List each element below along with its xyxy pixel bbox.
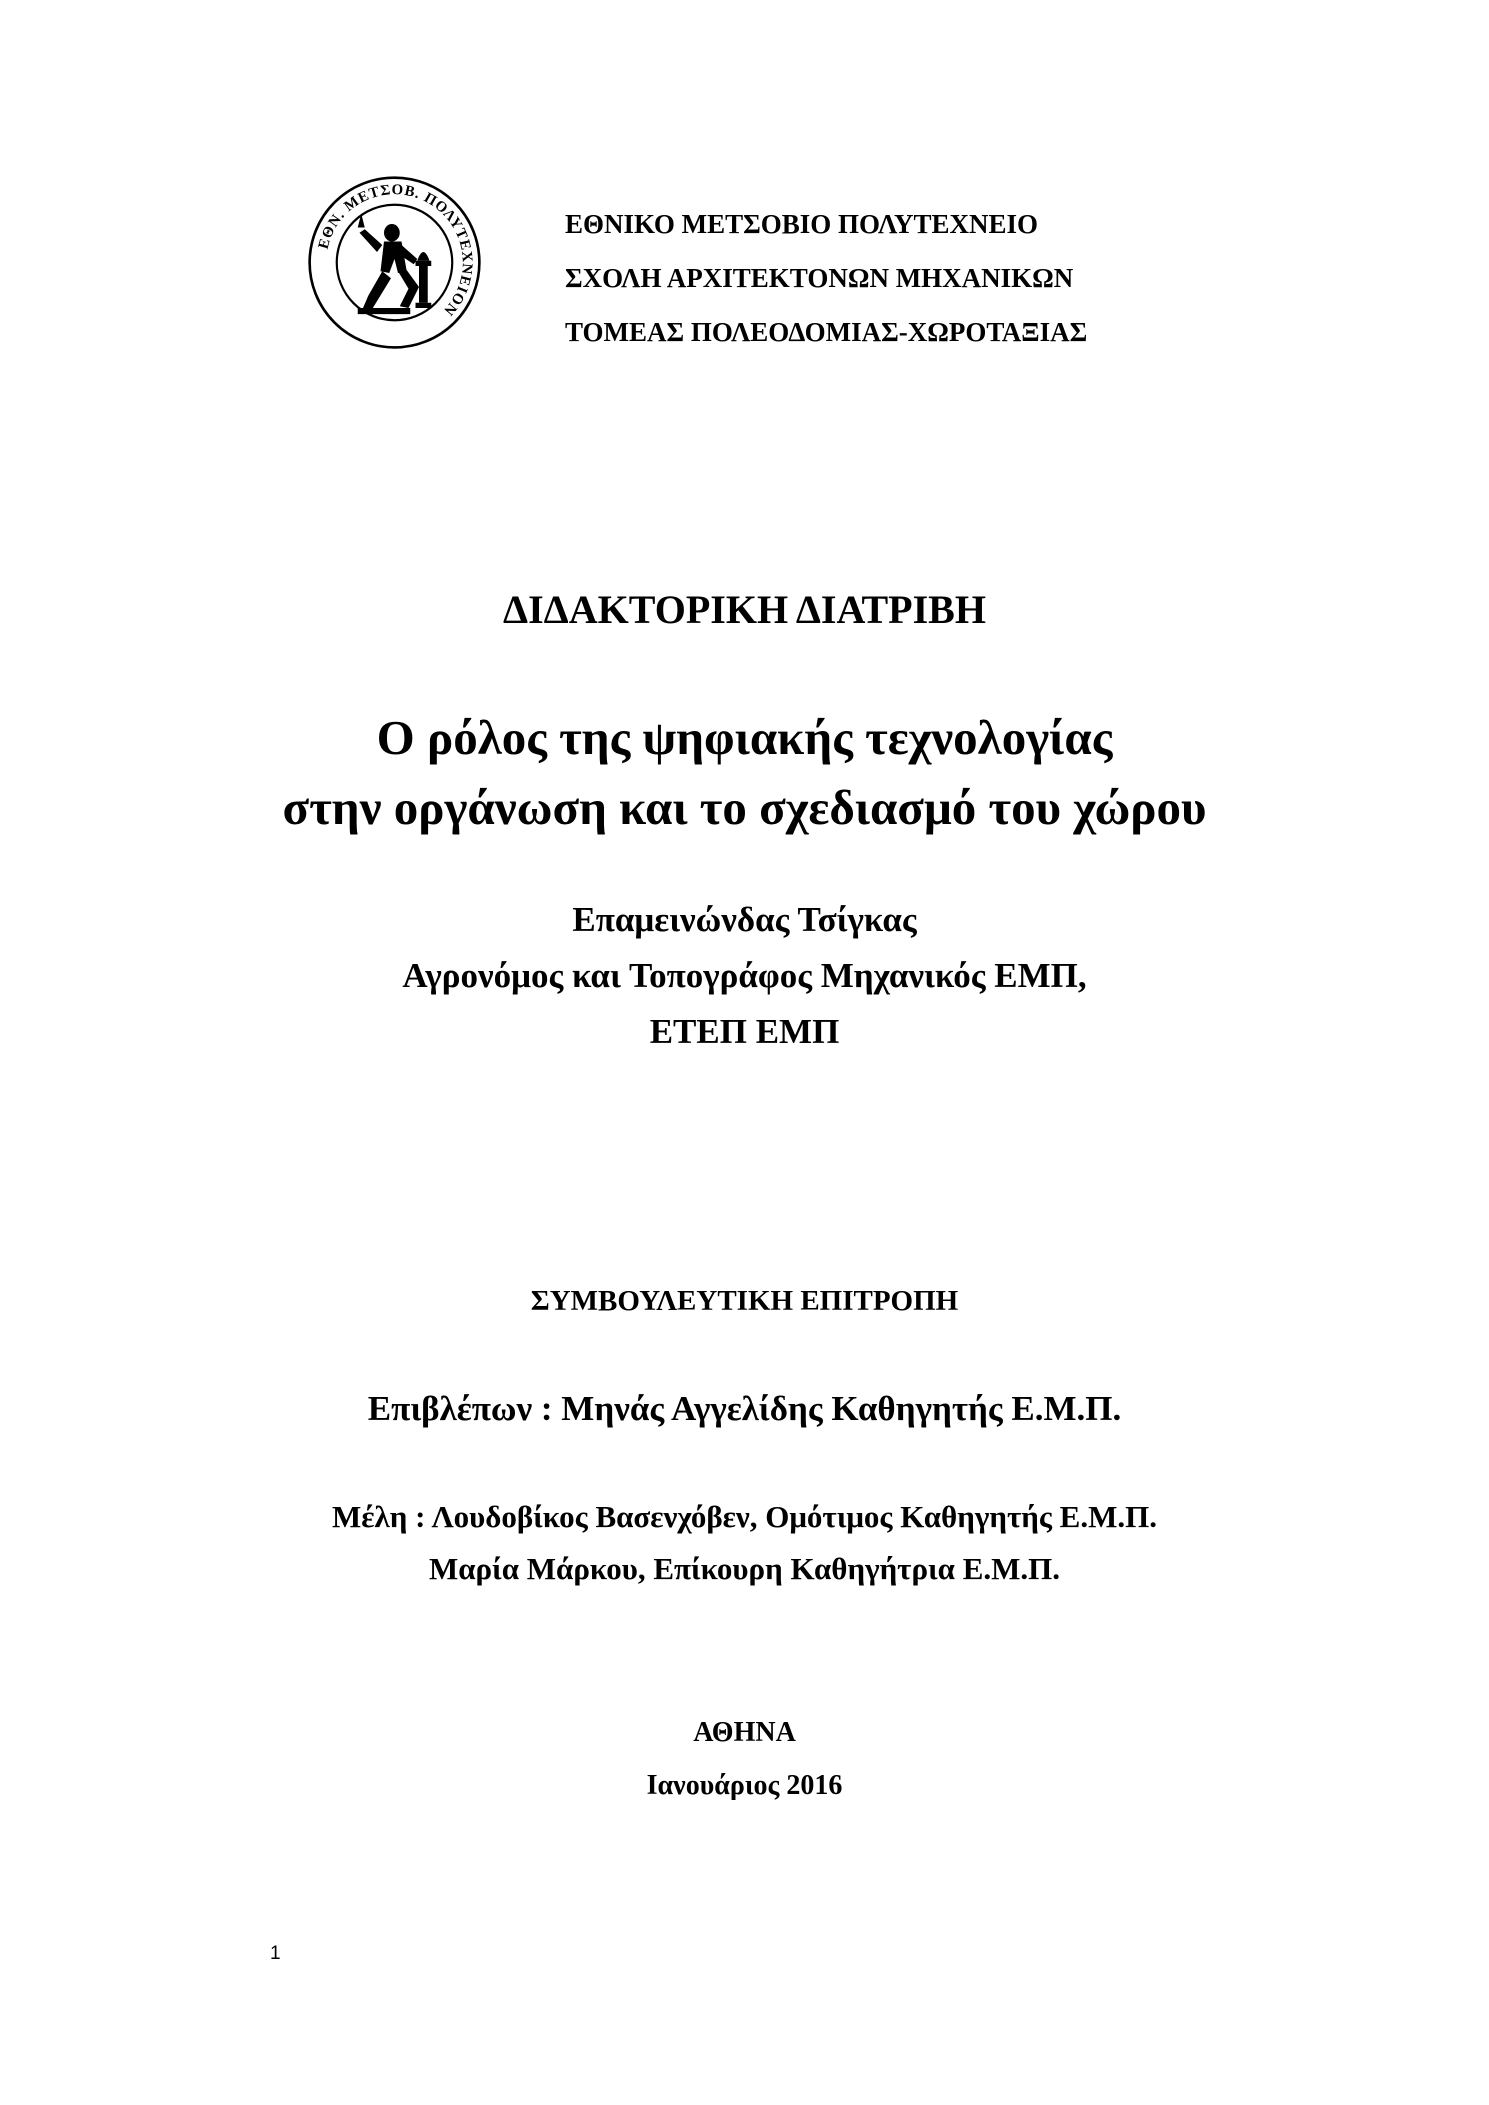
seal-ring-text: ΕΘΝ. ΜΕΤΣΟΒ. ΠΟΛΥΤΕΧΝΕΙΟΝ	[315, 182, 475, 319]
committee-heading: ΣΥΜΒΟΥΛΕΥΤΙΚΗ ΕΠΙΤΡΟΠΗ	[530, 1285, 959, 1317]
author-name: Επαμεινώνδας Τσίγκας	[572, 900, 917, 939]
institution-lines	[565, 211, 1087, 373]
publication-date: Ιανουάριος 2016	[646, 1770, 843, 1801]
committee-members-line-2: Μαρία Μάρκου, Επίκουρη Καθηγήτρια Ε.Μ.Π.	[428, 1551, 1061, 1586]
page-number: 1	[270, 1943, 281, 1964]
city: ΑΘΗΝΑ	[693, 1717, 796, 1748]
thesis-title-line-2: στην οργάνωση και το σχεδιασμό του χώρου	[282, 780, 1207, 835]
ntua-seal-icon	[307, 175, 482, 350]
committee-members-line-1: Μέλη : Λουδοβίκος Βασενχόβεν, Ομότιμος Καθηγητής Ε.Μ.Π.	[332, 1499, 1157, 1534]
author-credential-line-2: ΕΤΕΠ ΕΜΠ	[649, 1012, 840, 1051]
document-type: ΔΙΔΑΚΤΟΡΙΚΗ ΔΙΑΤΡΙΒΗ	[503, 587, 986, 632]
institution-name: ΕΘΝΙΚΟ ΜΕΤΣΟΒΙΟ ΠΟΛΥΤΕΧΝΕΙΟ	[565, 209, 1038, 239]
author-credential-line-1: Αγρονόμος και Τοπογράφος Μηχανικός ΕΜΠ,	[402, 956, 1087, 995]
school-name: ΣΧΟΛΗ ΑΡΧΙΤΕΚΤΟΝΩΝ ΜΗΧΑΝΙΚΩΝ	[565, 263, 1074, 293]
committee-supervisor: Επιβλέπων : Μηνάς Αγγελίδης Καθηγητής Ε.Μ.Π.	[367, 1389, 1122, 1428]
thesis-title-line-1: Ο ρόλος της ψηφιακής τεχνολογίας	[376, 710, 1113, 765]
department-name: ΤΟΜΕΑΣ ΠΟΛΕΟΔΟΜΙΑΣ-ΧΩΡΟΤΑΞΙΑΣ	[565, 317, 1088, 347]
institution-header	[307, 175, 1307, 375]
